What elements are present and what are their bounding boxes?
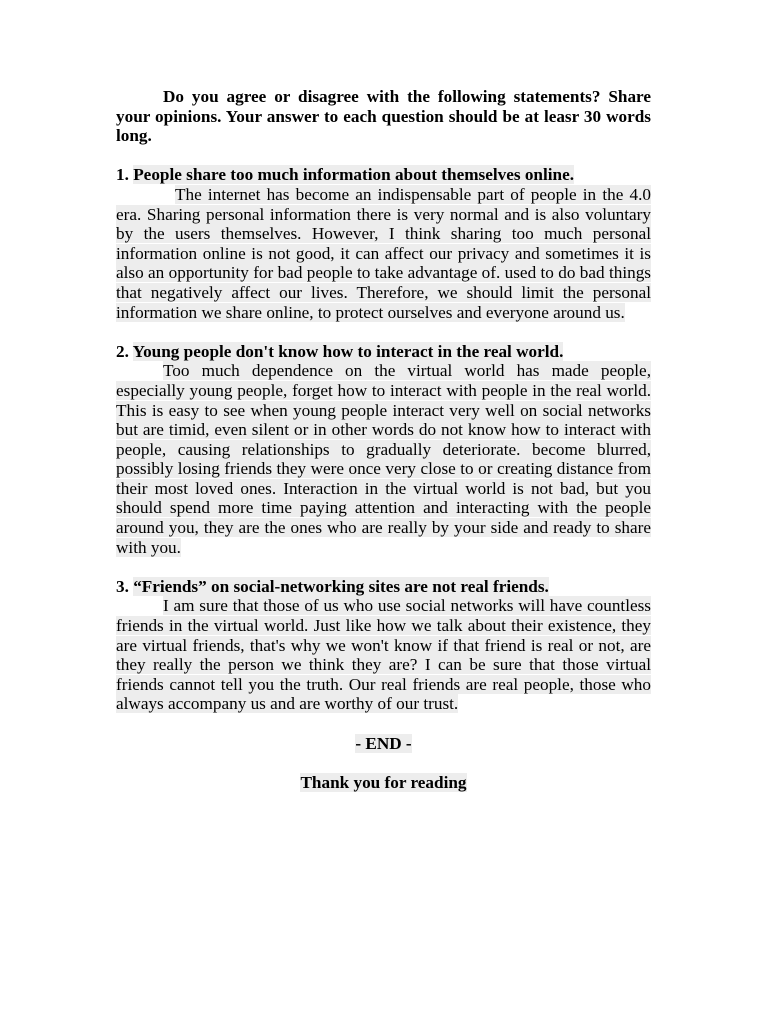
question-1-number: 1. bbox=[116, 165, 129, 185]
end-label: - END - bbox=[355, 733, 412, 753]
answer-1-paragraph bbox=[116, 185, 651, 322]
document-page bbox=[116, 87, 651, 792]
thanks-label: Thank you for reading bbox=[300, 772, 467, 792]
instructions-paragraph: Do you agree or disagree with the following statements? Share your opinions. Your answer to each question should be at leasr 30 words long. bbox=[116, 87, 651, 146]
answer-2-text: Too much dependence on the virtual world has made people, especially young people, forget how to interact with people in the real world. This is easy to see when young people interact very well on social networks but are timid, even silent or in other words do not know how to interact with people, causing relationships to gradually deteriorate. become blurred, possibly losing friends they were once very close to or creating distance from their most loved ones. Interaction in the virtual world is not bad, but you should spend more time paying attention and interacting with the people around you, they are the ones who are really by your side and ready to share with you. bbox=[116, 361, 651, 557]
closing-line bbox=[116, 773, 651, 793]
question-3-number: 3. bbox=[116, 576, 129, 596]
answer-3-paragraph bbox=[116, 596, 651, 714]
spacer bbox=[116, 753, 651, 773]
end-marker bbox=[116, 734, 651, 754]
question-2-title: Young people don't know how to interact in the real world. bbox=[132, 341, 564, 361]
spacer bbox=[116, 714, 651, 734]
answer-2-paragraph bbox=[116, 361, 651, 557]
question-2-heading bbox=[116, 342, 651, 362]
answer-1-text: The internet has become an indispensable part of people in the 4.0 era. Sharing personal information there is very normal and is also voluntary by the users themselves. However, I think sharing too much personal information online is not good, it can affect our privacy and sometimes it is also an opportunity for bad people to take advantage of. used to do bad things that negatively affect our lives. Therefore, we should limit the personal information we share online, to protect ourselves and everyone around us. bbox=[116, 184, 651, 322]
question-1-heading bbox=[116, 165, 651, 185]
answer-3-text: I am sure that those of us who use social networks will have countless friends in the virtual world. Just like how we talk about their existence, they are virtual friends, that's why we won't know if that friend is real or not, are they really the person we think they are? I can be sure that those virtual friends cannot tell you the truth. Our real friends are real people, those who always accompany us and are worthy of our trust. bbox=[116, 596, 651, 714]
question-3-title: “Friends” on social-networking sites are not real friends. bbox=[133, 576, 549, 596]
spacer bbox=[116, 146, 651, 166]
spacer bbox=[116, 322, 651, 342]
question-1-title: People share too much information about themselves online. bbox=[133, 165, 575, 185]
spacer bbox=[116, 557, 651, 577]
question-2-number: 2. bbox=[116, 341, 129, 361]
question-3-heading bbox=[116, 577, 651, 597]
